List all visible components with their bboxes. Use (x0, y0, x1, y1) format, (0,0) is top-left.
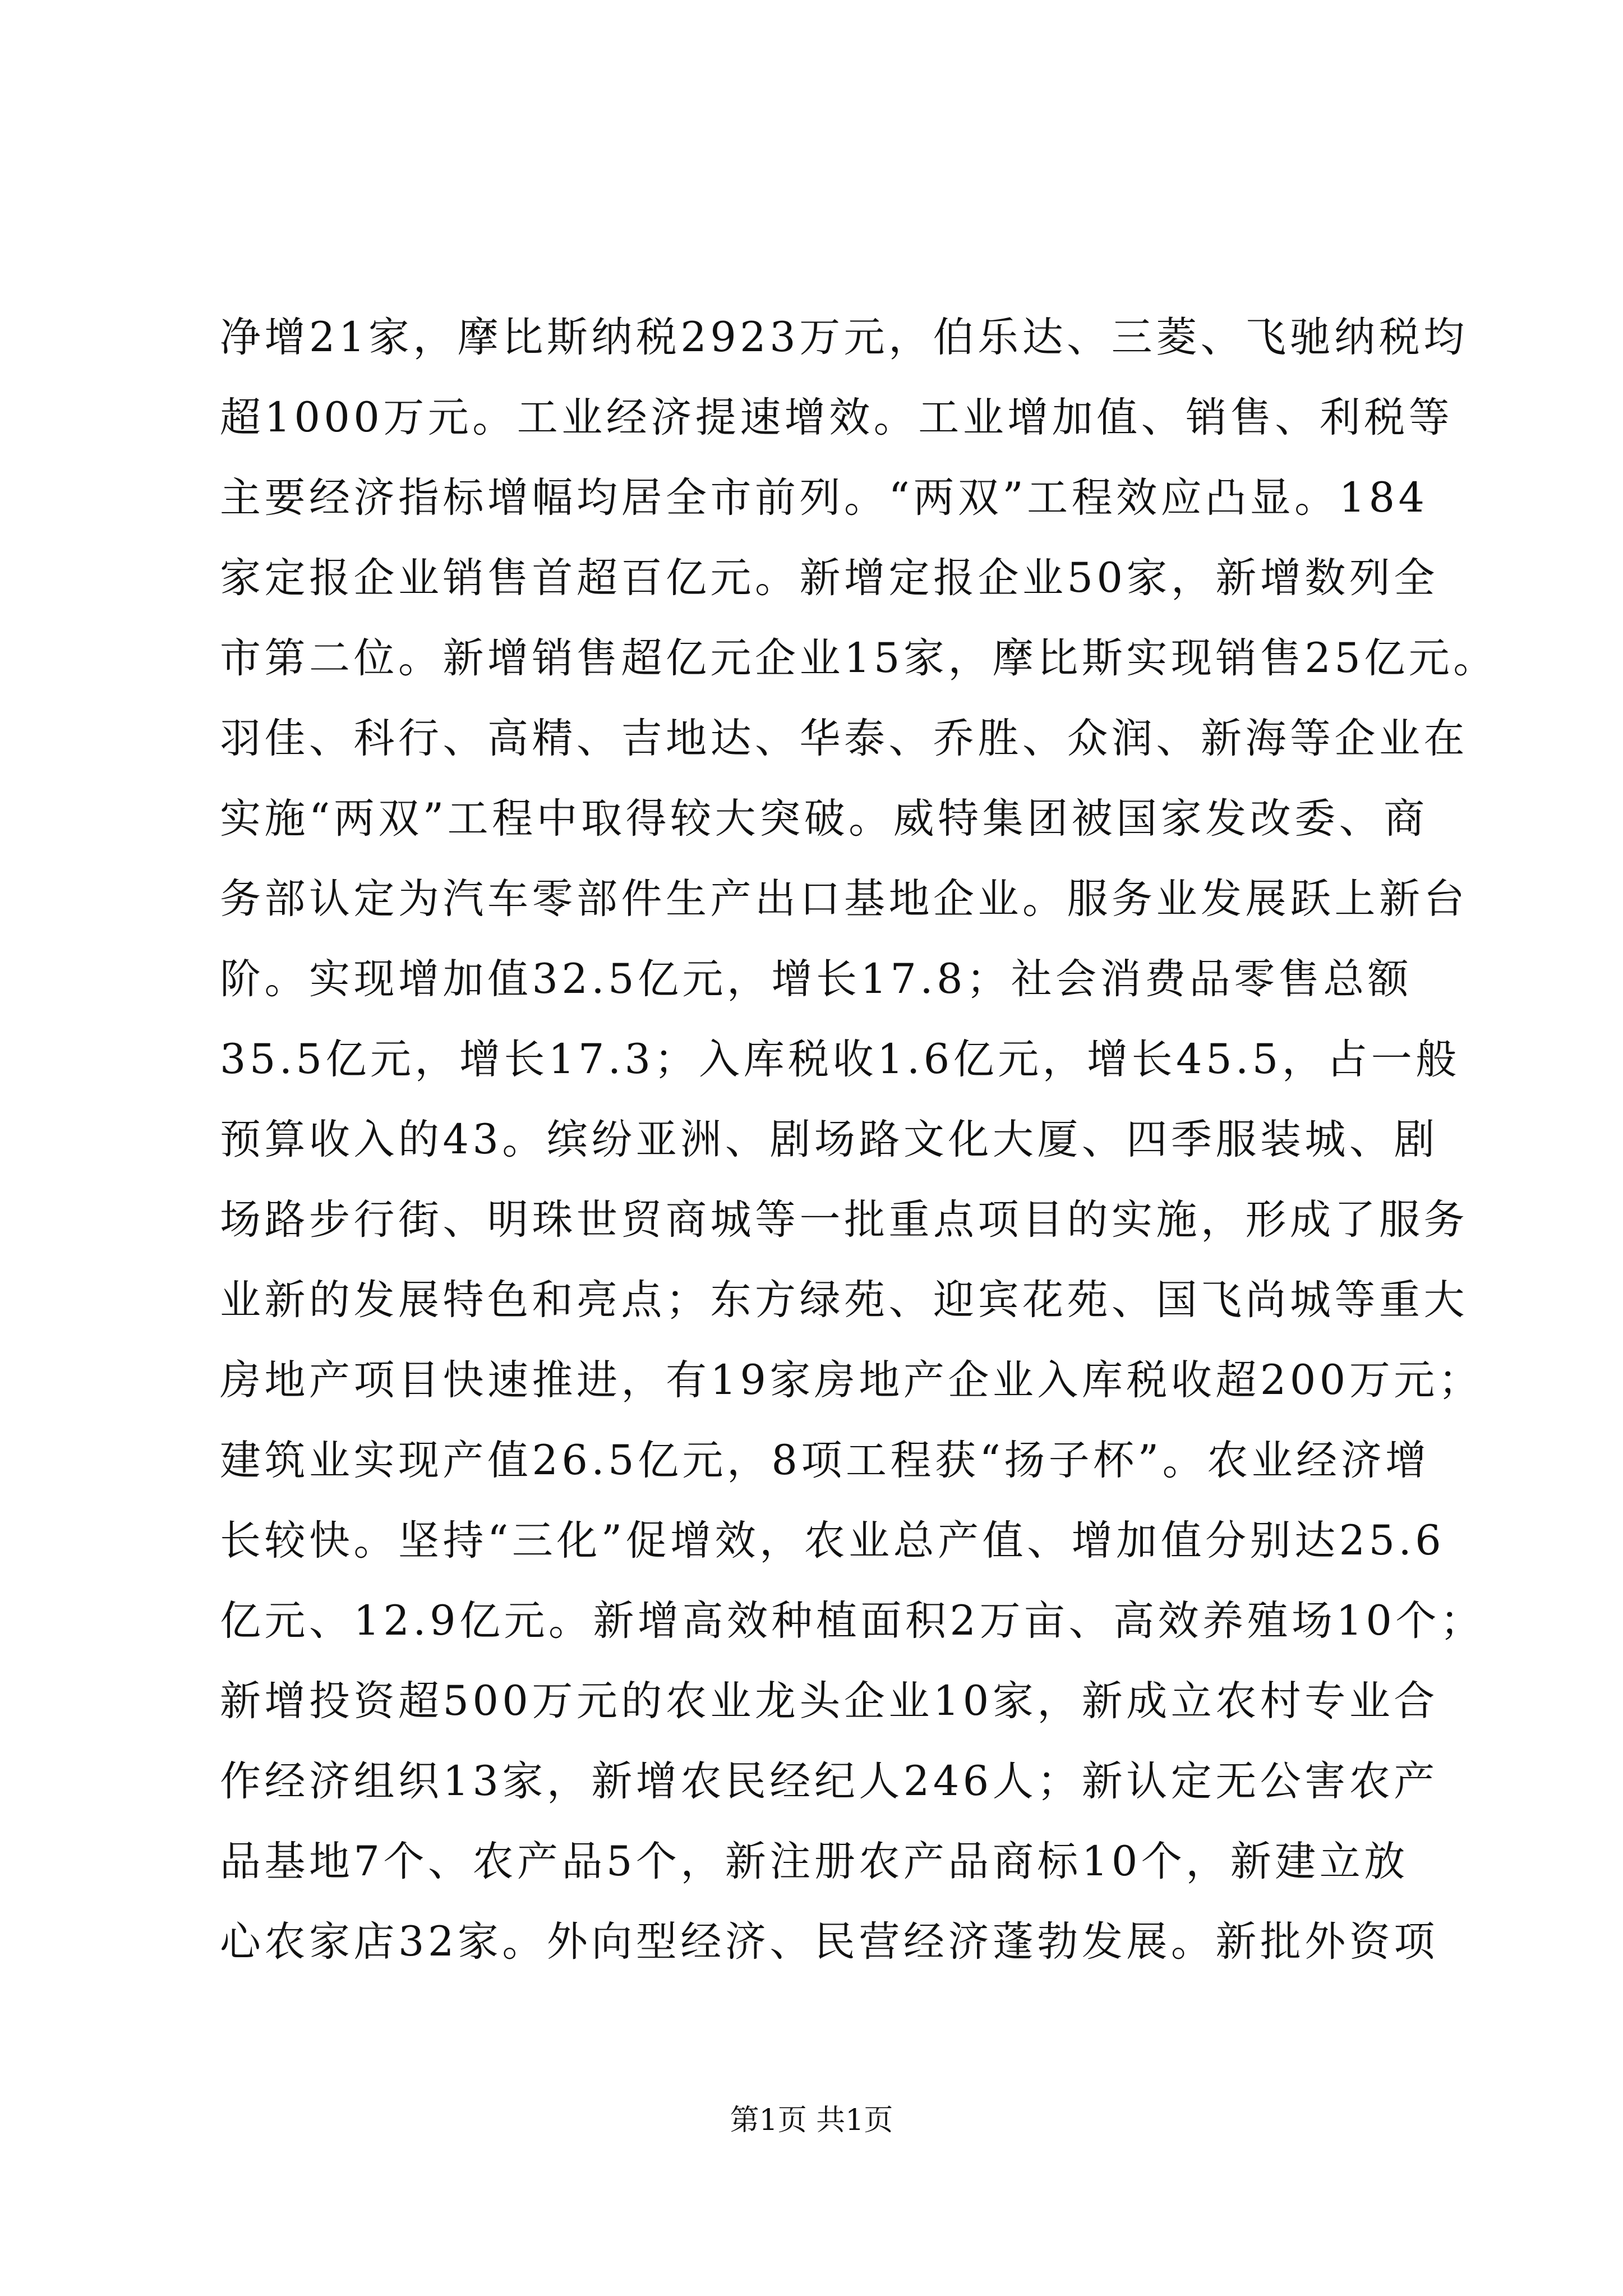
text-line: 房地产项目快速推进，有19家房地产企业入库税收超200万元； (220, 1356, 1483, 1404)
text-line: 业新的发展特色和亮点；东方绿苑、迎宾花苑、国飞尚城等重大 (220, 1276, 1468, 1324)
text-line: 超1000万元。工业经济提速增效。工业增加值、销售、利税等 (220, 394, 1454, 441)
text-line: 主要经济指标增幅均居全市前列。“两双”工程效应凸显。184 (220, 474, 1428, 522)
text-line: 建筑业实现产值26.5亿元，8项工程获“扬子杯”。农业经济增 (220, 1437, 1430, 1484)
text-line: 家定报企业销售首超百亿元。新增定报企业50家，新增数列全 (220, 554, 1438, 602)
text-line: 预算收入的43。缤纷亚洲、剧场路文化大厦、四季服装城、剧 (220, 1116, 1438, 1163)
text-line: 作经济组织13家，新增农民经纪人246人；新认定无公害农产 (220, 1757, 1438, 1805)
page-footer: 第1页 共1页 (730, 2104, 893, 2137)
text-line: 品基地7个、农产品5个，新注册农产品商标10个，新建立放 (220, 1838, 1409, 1885)
document-body (220, 297, 1498, 1982)
text-line: 阶。实现增加值32.5亿元，增长17.8；社会消费品零售总额 (220, 955, 1413, 1003)
text-line: 实施“两双”工程中取得较大突破。威特集团被国家发改委、商 (220, 795, 1428, 843)
text-line: 场路步行街、明珠世贸商城等一批重点项目的实施，形成了服务 (220, 1196, 1468, 1244)
text-line: 羽佳、科行、高精、吉地达、华泰、乔胜、众润、新海等企业在 (220, 715, 1468, 762)
text-line: 亿元、12.9亿元。新增高效种植面积2万亩、高效养殖场10个； (220, 1597, 1485, 1645)
text-line: 长较快。坚持“三化”促增效，农业总产值、增加值分别达25.6 (220, 1517, 1445, 1565)
text-line: 务部认定为汽车零部件生产出口基地企业。服务业发展跃上新台 (220, 875, 1468, 923)
text-line: 市第二位。新增销售超亿元企业15家，摩比斯实现销售25亿元。 (220, 634, 1498, 682)
text-line: 心农家店32家。外向型经济、民营经济蓬勃发展。新批外资项 (220, 1918, 1438, 1966)
text-line: 净增21家，摩比斯纳税2923万元，伯乐达、三菱、飞驰纳税均 (220, 314, 1468, 361)
text-line: 新增投资超500万元的农业龙头企业10家，新成立农村专业合 (220, 1677, 1438, 1725)
text-line: 35.5亿元，增长17.3；入库税收1.6亿元，增长45.5，占一般 (220, 1036, 1460, 1083)
